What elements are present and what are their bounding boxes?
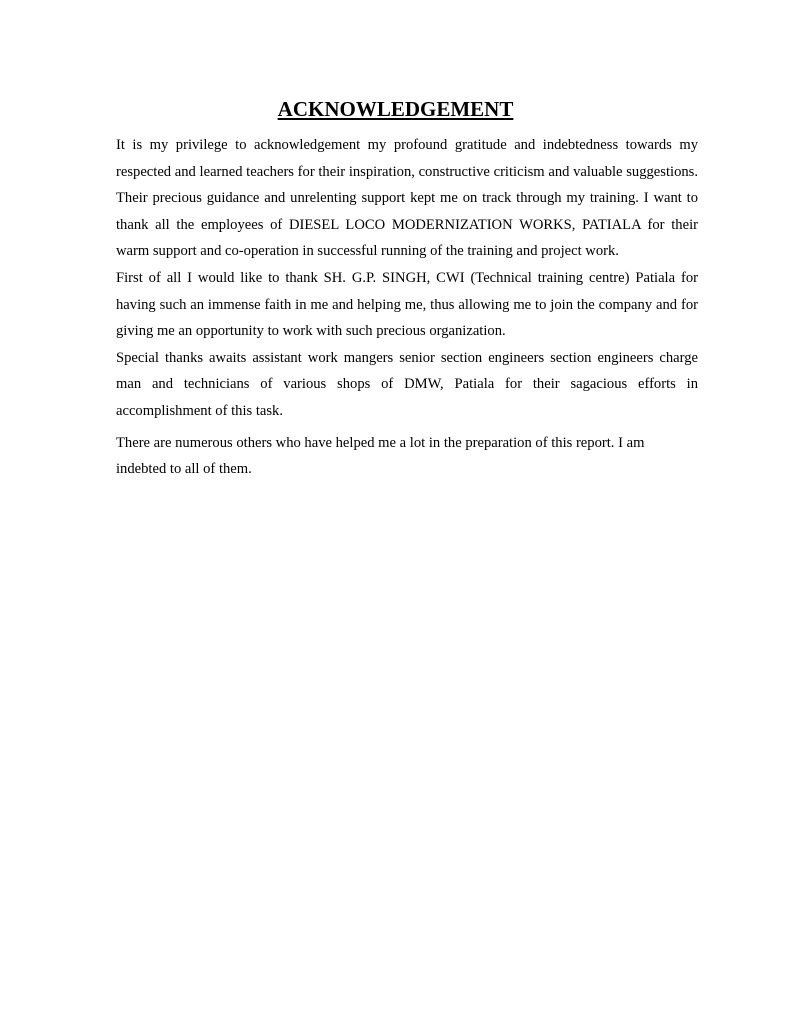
page-title: ACKNOWLEDGEMENT: [277, 97, 514, 121]
paragraph-thanks-cwi: First of all I would like to thank SH. G.P. SINGH, CWI (Technical training centre) Patiala for having such an immense faith in me and helping me, thus allowing me to join the company and for giving me an opportunity to work with such precious organization.: [116, 269, 698, 340]
document-body: [116, 132, 698, 483]
paragraph-others: There are numerous others who have helped me a lot in the preparation of this report. I am indebted to all of them.: [116, 434, 645, 478]
paragraph-intro: It is my privilege to acknowledgement my profound gratitude and indebtedness towards my respected and learned teachers for their inspiration, constructive criticism and valuable suggestions. Their precious guidance and unrelenting support kept me on track through my training. I want to thank all the employees of DIESEL LOCO MODERNIZATION WORKS, PATIALA for their warm support and co-operation in successful running of the training and project work.: [116, 137, 698, 260]
paragraph-special-thanks: Special thanks awaits assistant work mangers senior section engineers section engineers charge man and technicians of various shops of DMW, Patiala for their sagacious efforts in accomplishment of this task.: [116, 349, 698, 419]
